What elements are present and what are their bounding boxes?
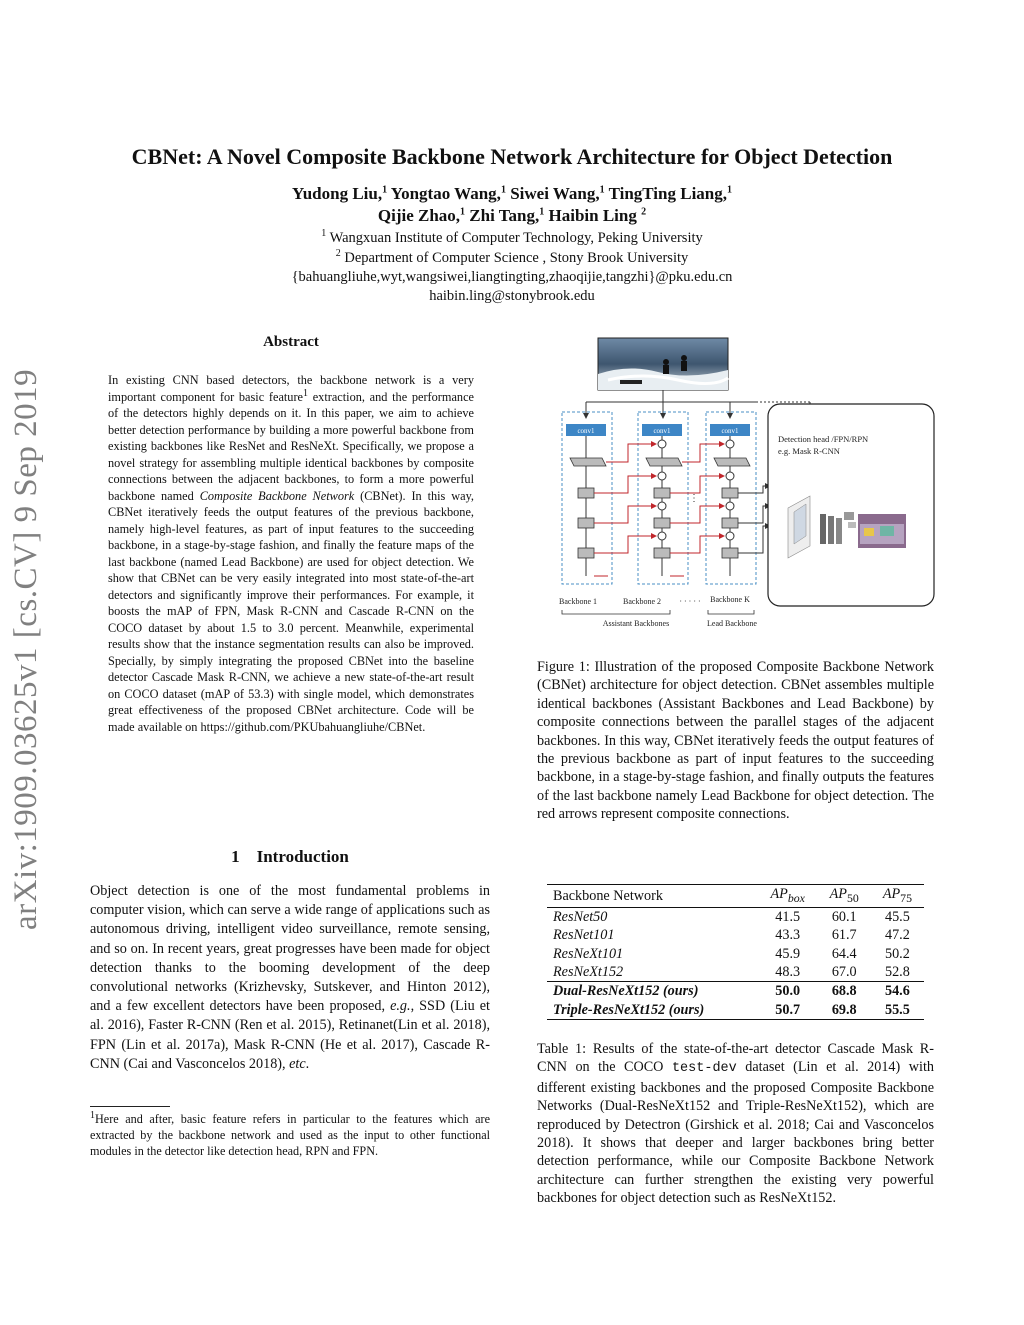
paper-title: CBNet: A Novel Composite Backbone Network Architecture for Object Detection [131, 144, 893, 169]
backbone-k-conv1 [710, 424, 750, 436]
detection-head-label: Detection head /FPN/RPN [778, 434, 869, 444]
table-row: ResNet50 41.5 60.1 45.5 [553, 909, 910, 926]
figure-1-diagram [548, 336, 936, 636]
table-row-ours: Dual-ResNeXt152 (ours) 50.0 68.8 54.6 [547, 982, 924, 1001]
introduction-body: Object detection is one of the most fundamental problems in computer vision, which can serve a wide range of applications such as autonomous driving, intelligent video surveillance, remote sensing, and so on. In recent years, great progresses have been made for object detection thanks to the booming development of the deep convolutional networks (Krizhevsky, Sutskever, and Hinton 2012), and a few excellent detectors have been proposed, e.g., SSD (Liu et al. 2016), Faster R-CNN (Ren et al. 2015), Retinanet(Lin et al. 2018), FPN (Lin et al. 2017a), Mask R-CNN (He et al. 2017), Cascade R-CNN (Cai and Vasconcelos 2018), etc. [90, 883, 490, 1072]
section-heading-introduction: 1 Introduction [231, 847, 349, 866]
backbone-2-conv1 [642, 424, 682, 436]
footnote-divider [90, 1106, 170, 1107]
detection-head-example: e.g. Mask R-CNN [778, 446, 840, 456]
author: Zhi Tang,$^1$ [465, 206, 545, 225]
input-image-surfing [598, 338, 728, 390]
affiliation-1: $^1$ Wangxuan Institute of Computer Technology, Peking University [321, 228, 703, 246]
backbone-dots: · · · · · [679, 597, 701, 606]
authors-line-2 [0, 206, 1024, 226]
backbone-1-conv1 [566, 424, 606, 436]
svg-text:conv1: conv1 [721, 427, 739, 435]
footnote: $^1$Here and after, basic feature refers in particular to the features which are extracted by the backbone network and used as the input to other functional modules in the detector like detection head, RPN and FPN. [90, 1109, 490, 1158]
lead-backbone-label: Lead Backbone [707, 619, 757, 628]
author: TingTing Liang,$^1$ [604, 184, 733, 203]
results-table [547, 884, 924, 1020]
table-row: ResNeXt152 48.3 67.0 52.8 [553, 964, 910, 981]
affiliation-2: $^2$ Department of Computer Science , Stony Brook University [335, 248, 689, 266]
assistant-bracket [562, 610, 670, 614]
author: Qijie Zhao,$^1$ [377, 206, 466, 225]
abstract-body: In existing CNN based detectors, the backbone network is a very important component for basic feature$^1$ extraction, and the performance of the detectors highly depends on it. In this paper, we aim to achieve better detection performance by building a more powerful backbone from existing backbones like ResNet and ResNeXt. Specifically, we propose a novel strategy for assembling multiple identical backbones by composite connections between the adjacent backbones, to form a more powerful backbone named Composite Backbone Network (CBNet). In this way, CBNet iteratively feeds the output features of the previous backbone, namely high-level features, as part of input features to the succeeding backbone, in a stage-by-stage fashion, and finally the feature maps of the last backbone (named Lead Backbone) are used for object detection. We show that CBNet can be very easily integrated into most state-of-the-art detectors and significantly improve their performances. For example, it boosts the mAP of FPN, Mask R-CNN and Cascade R-CNN on the COCO dataset by about 1.5 to 3.0 percent. Meanwhile, experimental results show that the instance segmentation results can also be improved. Specially, by simply integrating the proposed CBNet into the baseline detector Cascade Mask R-CNN, we achieve a new state-of-the-art result on COCO dataset (mAP of 53.3) with single model, which demonstrates great effectiveness of the proposed CBNet architecture. Code will be made available on https://github.com/PKUbahuangliuhe/CBNet. [108, 373, 474, 734]
arxiv-identifier: arXiv:1909.03625v1 [cs.CV] 9 Sep 2019 [8, 368, 44, 930]
backbone-1-stages [570, 436, 606, 576]
assistant-backbones-label: Assistant Backbones [602, 619, 670, 628]
backbone-1-label: Backbone 1 [559, 597, 597, 606]
svg-text:conv1: conv1 [577, 427, 595, 435]
lead-bracket [708, 610, 754, 614]
author: Siwei Wang,$^1$ [505, 184, 605, 203]
authors-line-1 [0, 184, 1024, 204]
header-backbone: Backbone Network [553, 887, 663, 904]
table-header-row [547, 885, 924, 908]
author: Haibin Ling $^2$ [544, 206, 647, 225]
vertical-ellipsis: ⋮ [689, 493, 699, 504]
table-row: ResNet101 43.3 61.7 47.2 [553, 927, 910, 944]
figure-1-caption: Figure 1: Illustration of the proposed Composite Backbone Network (CBNet) architecture for object detection. CBNet assembles multiple identical backbones (Assistant Backbones and Lead Backbone) by composite connections between the parallel stages of the adjacent backbones. In this way, CBNet iteratively feeds the output features of the previous backbone as part of input features to the succeeding backbone, in a stage-by-stage fashion, and finally outputs the features of the last backbone namely Lead Backbone for object detection. The red arrows represent composite connections. [537, 659, 934, 823]
header-ap-75: $AP_{75}$ [882, 886, 912, 905]
abstract-heading: Abstract [263, 334, 319, 350]
table-row: ResNeXt101 45.9 64.4 50.2 [553, 945, 910, 962]
author: Yudong Liu,$^1$ [291, 184, 388, 203]
email-list: {bahuangliuhe,wyt,wangsiwei,liangtingting,zhaoqijie,tangzhi}@pku.edu.cn [291, 269, 733, 285]
table-1-caption: Table 1: Results of the state-of-the-art detector Cascade Mask R-CNN on the COCO test-dev dataset (Lin et al. 2014) with different existing backbones and the proposed Composite Backbone Networks (Dual-ResNeXt152 and Triple-ResNeXt152), which are reproduced by Detectron (Girshick et al. 2018; Cai and Vasconcelos 2018). It shows that deeper and larger backbones bring better detection performance, while our Composite Backbone Network architecture can further strengthen the existing very powerful backbones for object detection such as ResNeXt152. [537, 1041, 934, 1207]
backbone-2-label: Backbone 2 [623, 597, 661, 606]
svg-text:conv1: conv1 [653, 427, 671, 435]
table-row-ours: Triple-ResNeXt152 (ours) 50.7 69.8 55.5 [547, 1001, 924, 1020]
email-ling: haibin.ling@stonybrook.edu [429, 288, 595, 304]
backbone-k-label: Backbone K [710, 595, 750, 604]
lead-backbone-outputs [738, 486, 770, 553]
author: Yongtao Wang,$^1$ [387, 184, 506, 203]
header-ap-box: $AP_{box}$ [770, 886, 805, 905]
header-ap-50: $AP_{50}$ [829, 886, 859, 905]
